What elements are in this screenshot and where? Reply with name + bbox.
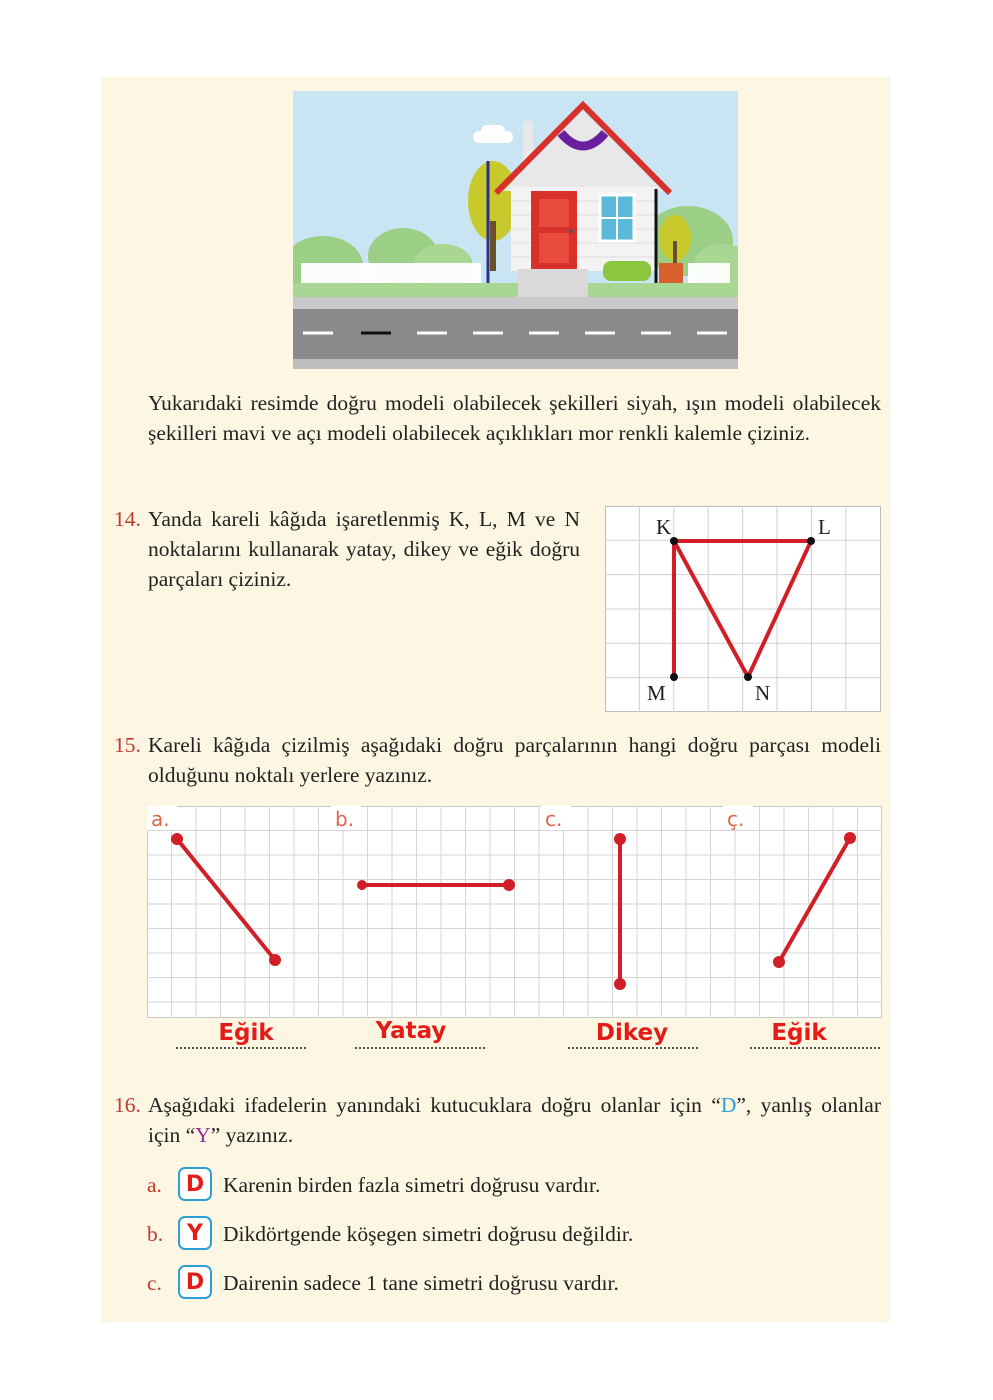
point-l-label: L — [818, 515, 831, 539]
point-k-label: K — [656, 515, 672, 539]
q16-number: 16. — [114, 1093, 141, 1117]
intro-text: Yukarıdaki resimde doğru modeli olabilecek şekilleri siyah, ışın modeli olabilecek şekilleri mavi ve açı modeli olabilecek açıklıkları mor renkli kalemle çiziniz. — [148, 391, 881, 445]
q16-item-b-label: b. — [147, 1222, 164, 1246]
q16-text-middle: ”, yanlış olanlar için “ — [148, 1093, 882, 1147]
answer-b: Yatay — [375, 1018, 447, 1044]
answer-line-b[interactable] — [355, 1047, 485, 1049]
q16-item-b-text: Dikdörtgende köşegen simetri doğrusu değildir. — [223, 1222, 634, 1246]
q16-d-letter: D — [720, 1093, 737, 1117]
answer-a: Eğik — [218, 1020, 274, 1046]
q16-item-c-label: c. — [147, 1271, 162, 1295]
q14-grid — [605, 506, 881, 712]
q16-item-a-box[interactable]: D — [178, 1167, 212, 1201]
answer-line-c[interactable] — [568, 1047, 698, 1049]
q16-text — [148, 1090, 881, 1150]
q15-label-c: c. — [545, 807, 563, 831]
answer-line-a[interactable] — [176, 1047, 306, 1049]
q16-item-a-label: a. — [147, 1173, 162, 1197]
answer-d: Eğik — [771, 1020, 827, 1046]
q14-number: 14. — [114, 507, 141, 531]
q15-grid — [147, 806, 882, 1018]
q15-label-a: a. — [151, 807, 170, 831]
q16-text-after: ” yazınız. — [210, 1123, 294, 1147]
q16-y-letter: Y — [195, 1123, 211, 1147]
point-m-label: M — [647, 681, 666, 705]
q14-text: Yanda kareli kâğıda işaretlenmiş K, L, M ve N noktalarını kullanarak yatay, dikey ve eğik doğru parçaları çiziniz. — [148, 507, 580, 591]
q15-text: Kareli kâğıda çizilmiş aşağıdaki doğru parçalarının hangi doğru parçası modeli olduğunu noktalı yerlere yazınız. — [148, 733, 881, 787]
q15-label-d: ç. — [727, 807, 745, 831]
house-illustration — [293, 91, 738, 369]
q16-item-c-text: Dairenin sadece 1 tane simetri doğrusu vardır. — [223, 1271, 619, 1295]
q16-item-a-text: Karenin birden fazla simetri doğrusu vardır. — [223, 1173, 601, 1197]
q15-number: 15. — [114, 733, 141, 757]
answer-line-d[interactable] — [750, 1047, 880, 1049]
q16-item-b-box[interactable]: Y — [178, 1216, 212, 1250]
q16-text-before: Aşağıdaki ifadelerin yanındaki kutucuklara doğru olanlar için “ — [148, 1093, 721, 1117]
point-n-label: N — [755, 681, 771, 705]
q15-label-b: b. — [335, 807, 355, 831]
answer-c: Dikey — [595, 1020, 669, 1046]
q16-item-c-box[interactable]: D — [178, 1265, 212, 1299]
